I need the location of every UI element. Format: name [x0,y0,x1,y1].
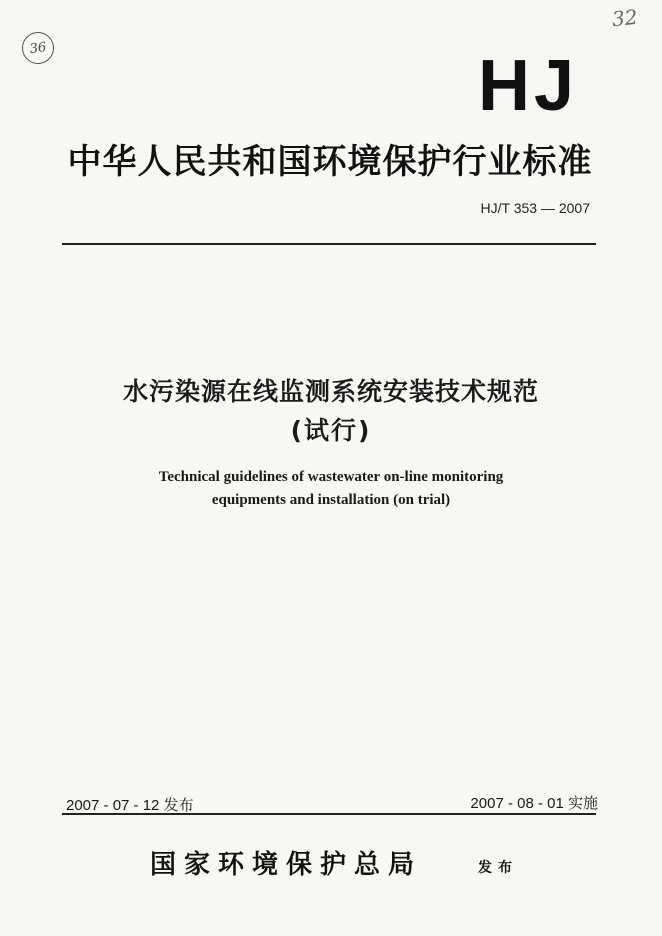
implementation-date: 2007 - 08 - 01 实施 [470,795,598,812]
issuer-action: 发布 [478,860,518,876]
document-title-english-line1: Technical guidelines of wastewater on-line monitoring [158,469,504,485]
issue-date: 2007 - 07 - 12 发布 [66,797,194,814]
issuing-authority: 国家环境保护总局 [150,850,423,880]
organization-title: 中华人民共和国环境保护行业标准 [67,142,593,182]
standard-code: HJ/T 353 — 2007 [480,200,590,216]
top-divider [62,243,596,245]
handwritten-circled-number: 36 [20,30,56,66]
bottom-divider [62,813,596,815]
handwritten-page-number: 32 [610,4,639,32]
document-title-english-line2: equipments and installation (on trial) [211,492,451,508]
hj-logo: HJ [477,46,578,126]
document-title-chinese: 水污染源在线监测系统安装技术规范 [122,377,539,406]
document-subtitle-chinese: (试行) [290,416,372,445]
